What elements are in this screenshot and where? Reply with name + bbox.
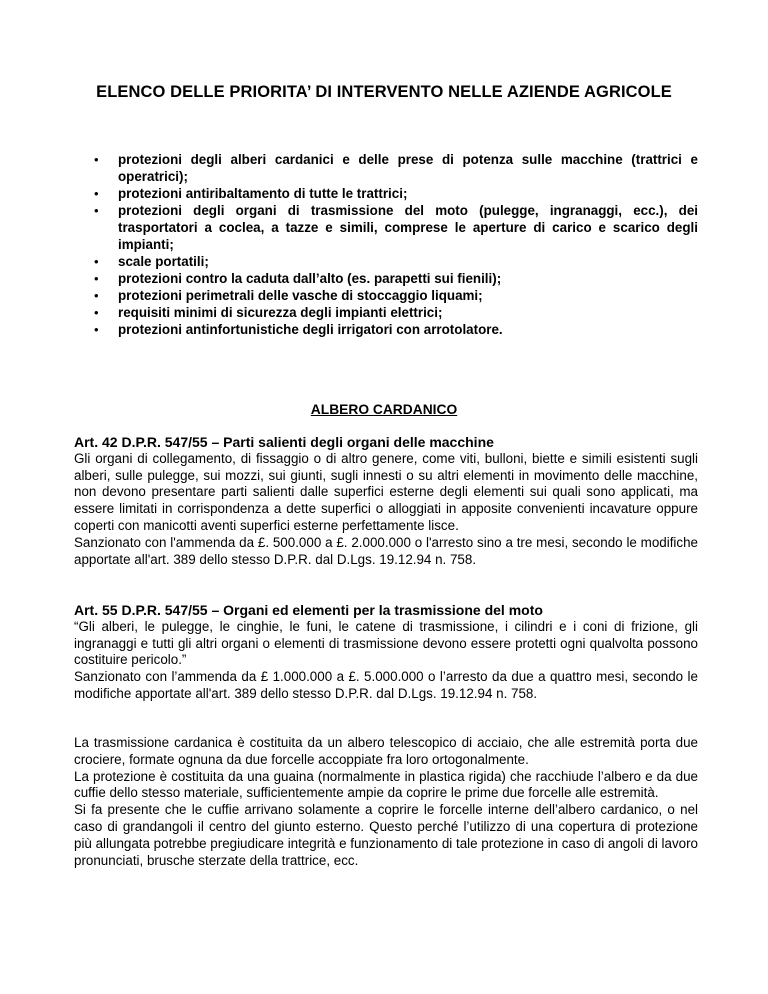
article-text: “Gli alberi, le pulegge, le cinghie, le funi, le catene di trasmissione, i cilindri e i coni di frizione, gli ingranaggi e tutti gli altri organi o elementi di trasmissione devono essere protetti ogni qualvolta possono costituire pericolo.” bbox=[74, 618, 698, 668]
list-item: • scale portatili; bbox=[94, 253, 698, 270]
list-item: • protezioni contro la caduta dall’alto (es. parapetti sui fienili); bbox=[94, 270, 698, 287]
description-paragraph: Si fa presente che le cuffie arrivano solamente a coprire le forcelle interne dell’albero cardanico, o nel caso di grandangoli il centro del giunto esterno. Questo perché l’utilizzo di una copertura di protezione più allungata potrebbe pregiudicare integrità e funzionamento di tale protezione in caso di angoli di lavoro pronunciati, brusche sterzate della trattrice, ecc. bbox=[74, 802, 698, 868]
list-item: • protezioni antinfortunistiche degli irrigatori con arrotolatore. bbox=[94, 321, 698, 338]
list-item: • protezioni degli alberi cardanici e delle prese di potenza sulle macchine (trattrici e operatrici); bbox=[94, 151, 698, 185]
priority-list bbox=[94, 151, 698, 338]
list-item: • protezioni antiribaltamento di tutte le trattrici; bbox=[94, 185, 698, 202]
article-sanction: Sanzionato con l'ammenda da £. 500.000 a £. 2.000.000 o l'arresto sino a tre mesi, secondo le modifiche apportate all'art. 389 dello stesso D.P.R. dal D.Lgs. 19.12.94 n. 758. bbox=[74, 534, 698, 567]
section-title: ALBERO CARDANICO bbox=[310, 402, 458, 417]
page-title: ELENCO DELLE PRIORITA’ DI INTERVENTO NELLE AZIENDE AGRICOLE bbox=[96, 83, 672, 101]
list-item: • protezioni degli organi di trasmissione del moto (pulegge, ingranaggi, ecc.), dei trasportatori a coclea, a tazze e simili, comprese le aperture di carico e scarico degli impianti; bbox=[94, 202, 698, 253]
article-heading: Art. 42 D.P.R. 547/55 – Parti salienti degli organi delle macchine bbox=[74, 434, 494, 450]
article-55 bbox=[74, 602, 698, 703]
description-paragraph: La protezione è costituita da una guaina (normalmente in plastica rigida) che racchiude l’albero e da due cuffie dello stesso materiale, sufficientemente ampie da coprire le prime due forcelle alle estremità. bbox=[74, 768, 698, 801]
article-heading: Art. 55 D.P.R. 547/55 – Organi ed elementi per la trasmissione del moto bbox=[74, 602, 543, 618]
list-item: • protezioni perimetrali delle vasche di stoccaggio liquami; bbox=[94, 287, 698, 304]
description-block bbox=[74, 735, 698, 869]
description-paragraph: La trasmissione cardanica è costituita da un albero telescopico di acciaio, che alle estremità porta due crociere, formate ognuna da due forcelle accoppiate fra loro ortogonalmente. bbox=[74, 735, 698, 767]
article-text: Gli organi di collegamento, di fissaggio o di altro genere, come viti, bulloni, biette e simili esistenti sugli alberi, sulle pulegge, sui mozzi, sui giunti, sugli innesti o su altri elementi in movimento delle macchine, non devono presentare parti salienti dalle superfici esterne degli elementi sui quali sono applicati, ma essere limitati in corrispondenza a dette superfici o alloggiati in apposite convenienti incavature oppure coperti con manicotti aventi superfici esterne perfettamente lisce. bbox=[74, 450, 698, 533]
list-item: • requisiti minimi di sicurezza degli impianti elettrici; bbox=[94, 304, 698, 321]
article-sanction: Sanzionato con l’ammenda da £ 1.000.000 a £. 5.000.000 o l’arresto da due a quattro mesi, secondo le modifiche apportate all'art. 389 dello stesso D.P.R. dal D.Lgs. 19.12.94 n. 758. bbox=[74, 669, 698, 701]
article-42 bbox=[74, 434, 698, 568]
